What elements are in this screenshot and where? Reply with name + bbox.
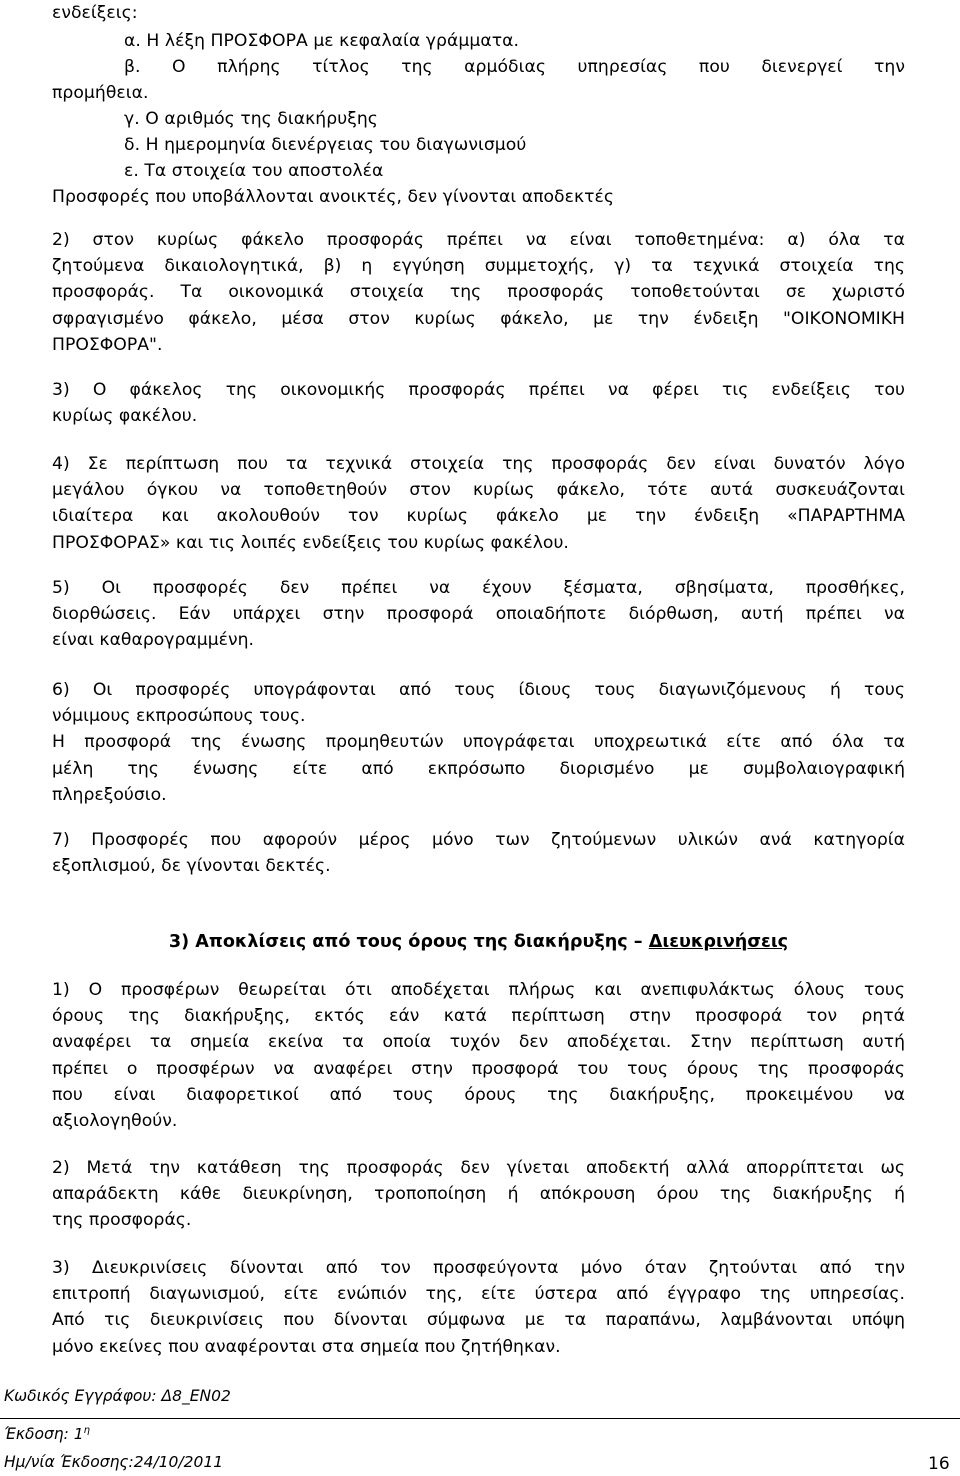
section-heading-underlined: Διευκρινήσεις <box>648 932 789 952</box>
list-item-a: α. Η λέξη ΠΡΟΣΦΟΡΑ με κεφαλαία γράμματα. <box>124 31 520 51</box>
paragraph-line: 1) Ο προσφέρων θεωρείται ότι αποδέχεται πλήρως και ανεπιφυλάκτως όλους τους <box>52 980 905 1000</box>
list-item-c: γ. Ο αριθμός της διακήρυξης <box>124 109 378 129</box>
paragraph-line: ζητούμενα δικαιολογητικά, β) η εγγύηση συμμετοχής, γ) τα τεχνικά στοιχεία της <box>52 256 905 277</box>
paragraph-line: 2) στον κυρίως φάκελο προσφοράς πρέπει να είναι τοποθετημένα: α) όλα τα <box>52 230 905 250</box>
list-item-b: β. Ο πλήρης τίτλος της αρμόδιας υπηρεσίας που διενεργεί την <box>124 57 905 77</box>
paragraph-line: νόμιμους εκπροσώπους τους. <box>52 706 306 727</box>
paragraph-line: επιτροπή διαγωνισμού, είτε ενώπιόν της, είτε ύστερα από έγγραφο της υπηρεσίας. <box>52 1284 905 1305</box>
paragraph-line: 3) Ο φάκελος της οικονομικής προσφοράς πρέπει να φέρει τις ενδείξεις του <box>52 380 905 400</box>
open-offers-note: Προσφορές που υποβάλλονται ανοικτές, δεν γίνονται αποδεκτές <box>52 187 615 207</box>
paragraph-line: σφραγισμένο φάκελο, μέσα στον κυρίως φάκελο, με την ένδειξη "ΟΙΚΟΝΟΜΙΚΗ <box>52 308 905 329</box>
paragraph-line: ΠΡΟΣΦΟΡΑ". <box>52 334 163 355</box>
paragraph-3 <box>52 377 905 429</box>
paragraph-line: ΠΡΟΣΦΟΡΑΣ» και τις λοιπές ενδείξεις του κυρίως φακέλου. <box>52 532 569 553</box>
footer-edition-label: Έκδοση: 1 <box>4 1425 84 1443</box>
paragraph-line: Από τις διευκρινίσεις που δίνονται σύμφωνα με τα παραπάνω, λαμβάνονται υπόψη <box>52 1310 905 1331</box>
paragraph-line: 7) Προσφορές που αφορούν μέρος μόνο των ζητούμενων υλικών ανά κατηγορία <box>52 830 905 850</box>
paragraph-4 <box>52 451 905 556</box>
paragraph-line: 3) Διευκρινίσεις δίνονται από τον προσφεύγοντα μόνο όταν ζητούνται από την <box>52 1258 905 1278</box>
paragraph-2 <box>52 227 905 358</box>
footer-edition-date: Ημ/νία Έκδοσης:24/10/2011 <box>4 1453 224 1471</box>
paragraph-line: αξιολογηθούν. <box>52 1111 178 1132</box>
section-paragraph-3 <box>52 1255 905 1360</box>
paragraph-line: 5) Οι προσφορές δεν πρέπει να έχουν ξέσματα, σβησίματα, προσθήκες, <box>52 578 905 598</box>
section-heading-prefix: 3) Αποκλίσεις από τους όρους της διακήρυξης – <box>168 932 649 952</box>
footer-divider <box>0 1418 960 1419</box>
page-number: 16 <box>928 1454 950 1474</box>
paragraph-line: αναφέρει τα σημεία εκείνα τα οποία τυχόν δεν αποδέχεται. Στην περίπτωση αυτή <box>52 1032 905 1053</box>
paragraph-line: 6) Οι προσφορές υπογράφονται από τους ίδιους τους διαγωνιζόμενους ή τους <box>52 680 905 700</box>
section-paragraph-1 <box>52 977 905 1134</box>
paragraph-line: εξοπλισμού, δε γίνονται δεκτές. <box>52 856 331 877</box>
list-intro: ενδείξεις: <box>52 3 138 23</box>
paragraph-line: 4) Σε περίπτωση που τα τεχνικά στοιχεία της προσφοράς δεν είναι δυνατόν λόγο <box>52 454 905 474</box>
section-paragraph-2 <box>52 1155 905 1234</box>
paragraph-line: απαράδεκτη κάθε διευκρίνηση, τροποποίηση ή απόκρουση όρου της διακήρυξης ή <box>52 1184 905 1205</box>
paragraph-line: της προσφοράς. <box>52 1210 192 1231</box>
paragraph-line: όρους της διακήρυξης, εκτός εάν κατά περίπτωση στην προσφορά τον ρητά <box>52 1006 905 1027</box>
footer-edition-sup: η <box>83 1425 90 1436</box>
paragraph-line: που είναι διαφορετικοί από τους όρους της διακήρυξης, προκειμένου να <box>52 1084 905 1105</box>
paragraph-line: Η προσφορά της ένωσης προμηθευτών υπογράφεται υποχρεωτικά είτε από όλα τα <box>52 732 905 753</box>
paragraph-line: μόνο εκείνες που αναφέρονται στα σημεία που ζητήθηκαν. <box>52 1336 561 1357</box>
footer-edition <box>4 1421 90 1444</box>
paragraph-line: είναι καθαρογραμμένη. <box>52 630 254 651</box>
paragraph-line: μέλη της ένωσης είτε από εκπρόσωπο διορισμένο με συμβολαιογραφική <box>52 758 905 779</box>
paragraph-7 <box>52 827 905 879</box>
paragraph-line: πρέπει ο προσφέρων να αναφέρει στην προσφορά του τους όρους της προσφοράς <box>52 1058 905 1079</box>
section-heading <box>52 929 905 955</box>
paragraph-line: προσφοράς. Τα οικονομικά στοιχεία της προσφοράς τοποθετούνται σε χωριστό <box>52 282 905 303</box>
paragraph-line: πληρεξούσιο. <box>52 784 167 805</box>
list-item-b-cont: προμήθεια. <box>52 83 149 103</box>
footer-doc-code: Κωδικός Εγγράφου: Δ8_ΕΝ02 <box>4 1387 231 1405</box>
list-item-d: δ. Η ημερομηνία διενέργειας του διαγωνισμού <box>124 135 527 155</box>
paragraph-5 <box>52 575 905 654</box>
paragraph-line: ιδιαίτερα και ακολουθούν τον κυρίως φάκελο με την ένδειξη «ΠΑΡΑΡΤΗΜΑ <box>52 506 905 527</box>
paragraph-line: κυρίως φακέλου. <box>52 406 198 427</box>
list-item-e: ε. Τα στοιχεία του αποστολέα <box>124 161 384 181</box>
paragraph-line: 2) Μετά την κατάθεση της προσφοράς δεν γίνεται αποδεκτή αλλά απορρίπτεται ως <box>52 1158 905 1178</box>
paragraph-line: μεγάλου όγκου να τοποθετηθούν στον κυρίως φάκελο, τότε αυτά συσκευάζονται <box>52 480 905 501</box>
paragraph-line: διορθώσεις. Εάν υπάρχει στην προσφορά οποιαδήποτε διόρθωση, αυτή πρέπει να <box>52 604 905 625</box>
paragraph-6 <box>52 677 905 808</box>
